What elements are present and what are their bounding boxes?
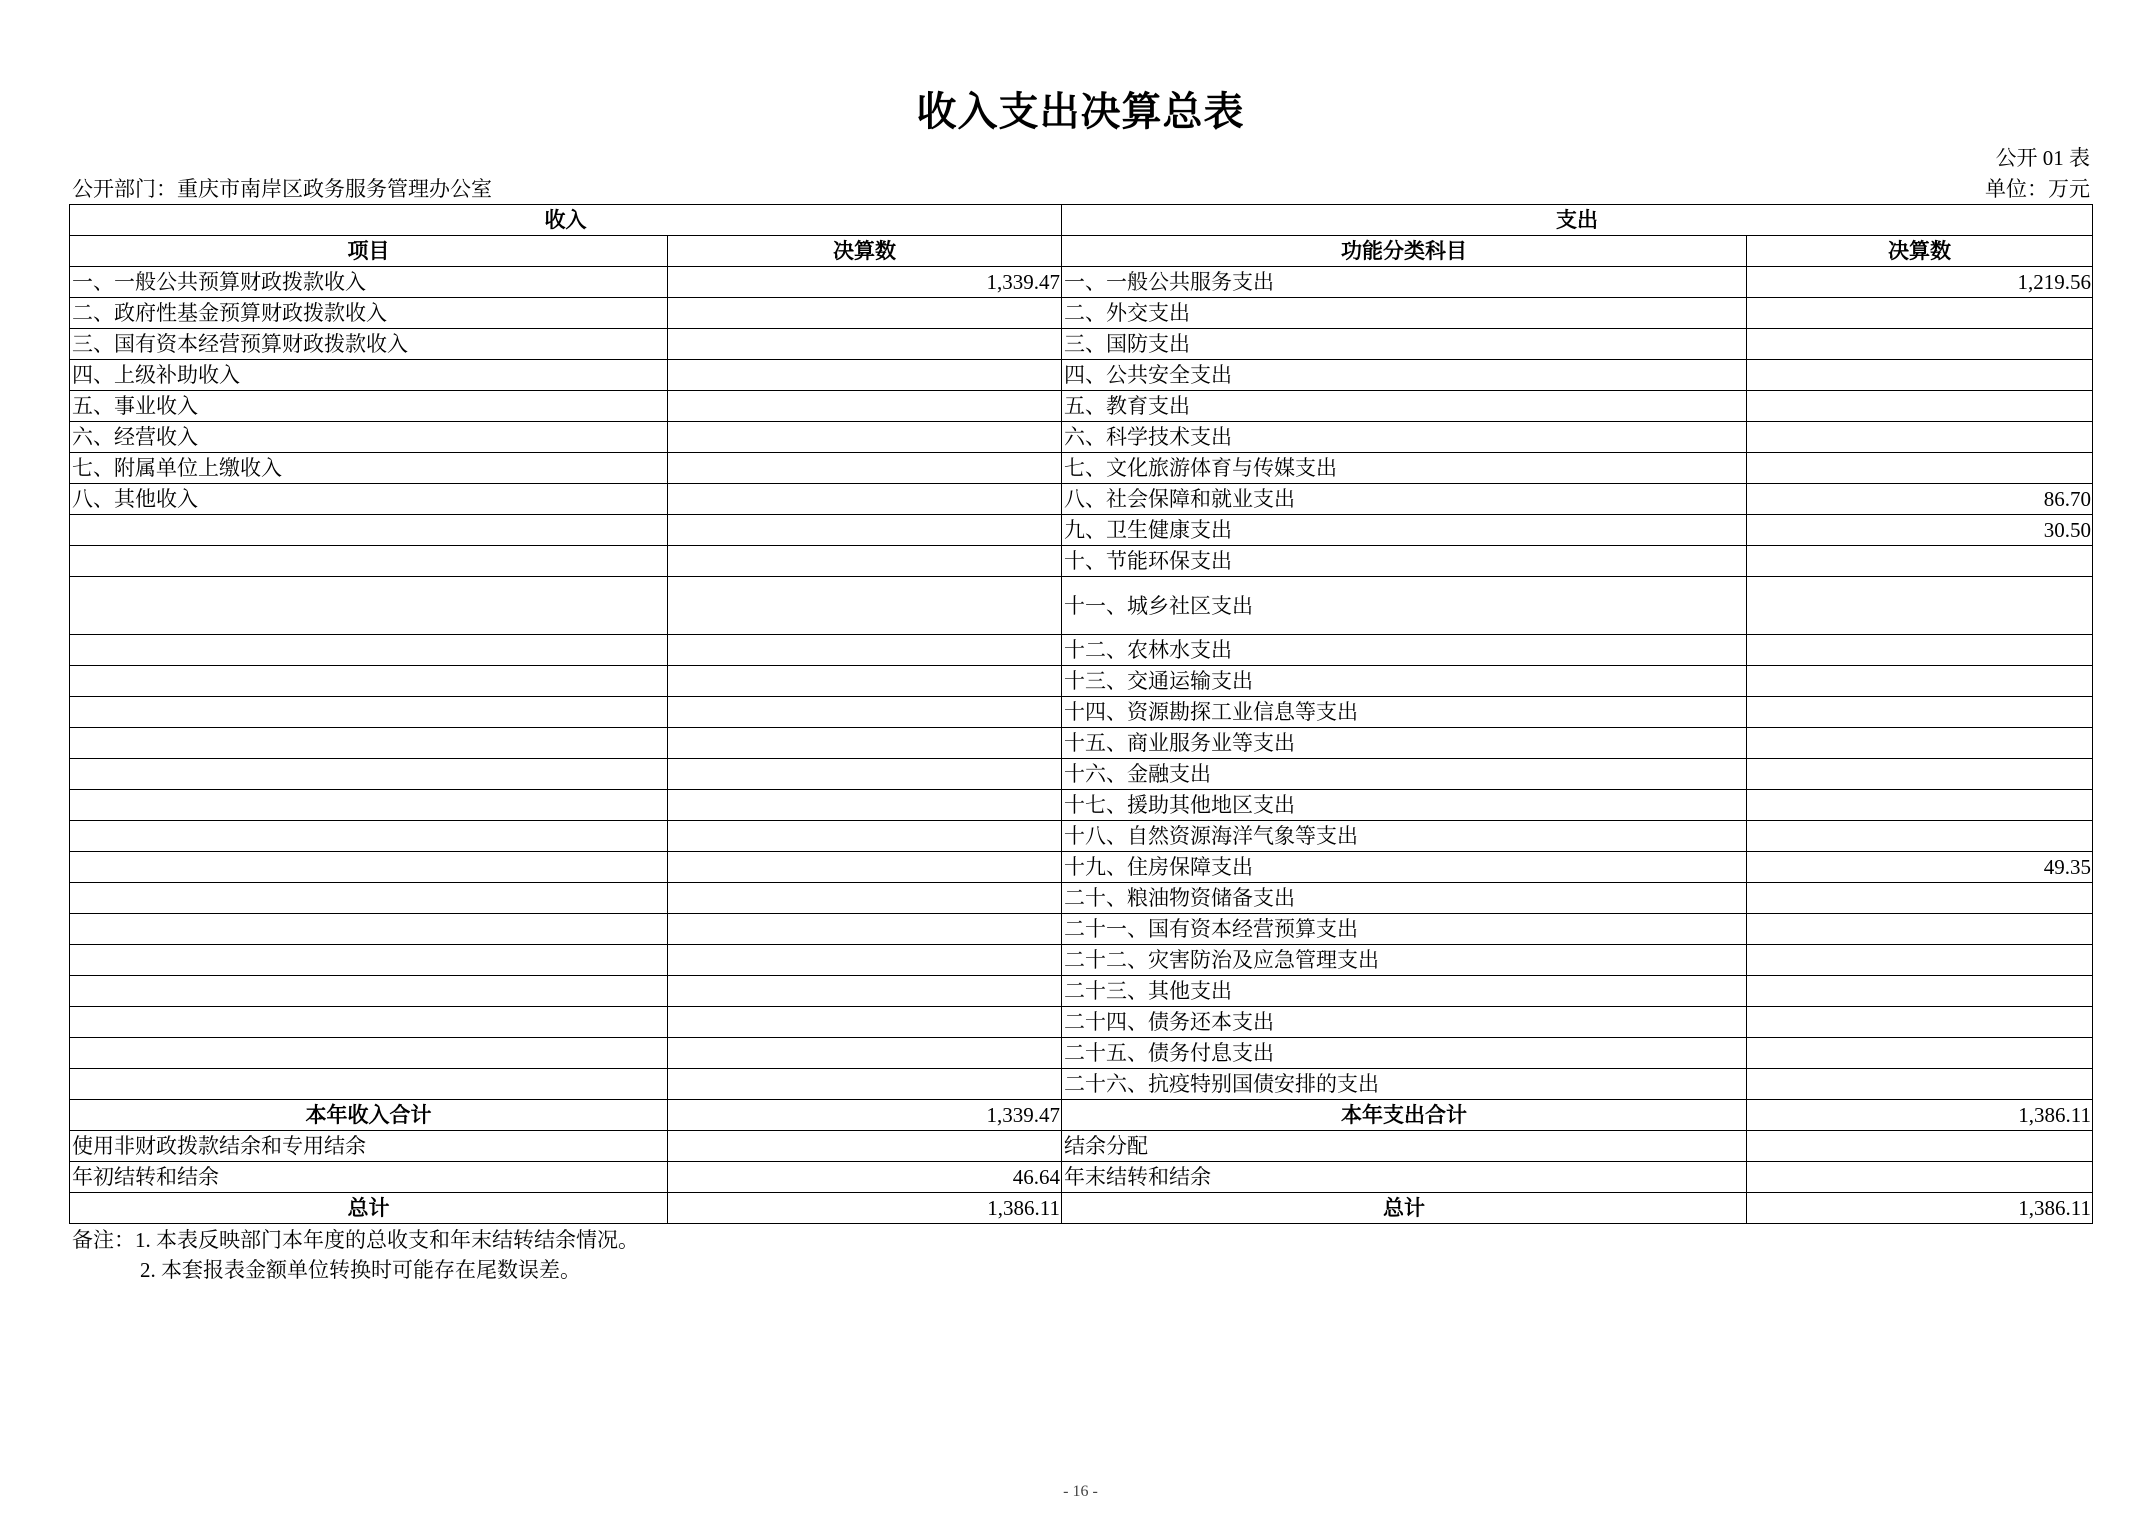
income-amount-cell [668,666,1062,697]
income-amount-cell [668,1007,1062,1038]
income-item-cell [70,666,668,697]
income-amount-cell [668,697,1062,728]
table-row [70,329,2093,360]
income-item-cell: 七、附属单位上缴收入 [70,453,668,484]
income-item-cell [70,546,668,577]
expense-amount-cell [1747,577,2093,635]
income-amount-cell [668,515,1062,546]
income-amount-cell [668,790,1062,821]
income-item-cell [70,914,668,945]
expense-item-cell: 二十六、抗疫特别国债安排的支出 [1062,1069,1747,1100]
income-amount-cell [668,453,1062,484]
table-row [70,697,2093,728]
income-group-header: 收入 [70,205,1062,236]
table-row [70,635,2093,666]
summary-rows [70,1100,2093,1224]
income-item-cell [70,515,668,546]
table-row [70,728,2093,759]
income-amount-cell [668,852,1062,883]
expense-amount-cell [1747,976,2093,1007]
income-expense-table [69,204,2093,1224]
income-item-header: 项目 [70,236,668,267]
table-row [70,267,2093,298]
income-item-cell: 六、经营收入 [70,422,668,453]
income-amount-header: 决算数 [668,236,1062,267]
expense-amount-cell [1747,422,2093,453]
expense-total-label: 本年支出合计 [1062,1100,1747,1131]
income-item-cell [70,1038,668,1069]
income-item-cell [70,883,668,914]
expense-item-cell: 六、科学技术支出 [1062,422,1747,453]
income-amount-cell [668,391,1062,422]
expense-item-cell: 十九、住房保障支出 [1062,852,1747,883]
income-total-amount: 1,339.47 [668,1100,1062,1131]
table-row [70,945,2093,976]
income-amount-cell [668,360,1062,391]
income-item-cell: 二、政府性基金预算财政拨款收入 [70,298,668,329]
expense-group-header: 支出 [1062,205,2093,236]
expense-amount-cell [1747,914,2093,945]
income-grand-total-amount: 1,386.11 [668,1193,1062,1224]
income-item-cell: 一、一般公共预算财政拨款收入 [70,267,668,298]
table-header [70,205,2093,267]
income-amount-cell [668,1131,1062,1162]
income-item-cell [70,635,668,666]
income-amount-cell [668,546,1062,577]
income-item-cell [70,759,668,790]
expense-amount-cell [1747,945,2093,976]
expense-amount-cell [1747,1162,2093,1193]
detail-rows [70,267,2093,1100]
expense-amount-cell [1747,728,2093,759]
income-item-cell: 三、国有资本经营预算财政拨款收入 [70,329,668,360]
income-amount-cell [668,577,1062,635]
expense-item-cell: 一、一般公共服务支出 [1062,267,1747,298]
expense-amount-header: 决算数 [1747,236,2093,267]
income-amount-cell [668,914,1062,945]
expense-total-amount: 1,386.11 [1747,1100,2093,1131]
expense-item-cell: 十六、金融支出 [1062,759,1747,790]
income-grand-total-label: 总计 [70,1193,668,1224]
grand-total-row [70,1193,2093,1224]
expense-amount-cell [1747,666,2093,697]
table-row [70,484,2093,515]
expense-amount-cell: 86.70 [1747,484,2093,515]
income-amount-cell [668,945,1062,976]
table-row [70,422,2093,453]
income-item-cell: 年初结转和结余 [70,1162,668,1193]
income-amount-cell [668,329,1062,360]
table-row [70,1038,2093,1069]
table-row [70,453,2093,484]
expense-item-cell: 二十、粮油物资储备支出 [1062,883,1747,914]
note-2: 2. 本套报表金额单位转换时可能存在尾数误差。 [140,1258,581,1282]
expense-item-cell: 二、外交支出 [1062,298,1747,329]
expense-amount-cell [1747,360,2093,391]
table-row [70,391,2093,422]
expense-item-cell: 十三、交通运输支出 [1062,666,1747,697]
income-item-cell [70,852,668,883]
table-row [70,515,2093,546]
expense-amount-cell [1747,635,2093,666]
income-amount-cell [668,298,1062,329]
table-row [70,577,2093,635]
income-item-cell [70,821,668,852]
expense-grand-total-amount: 1,386.11 [1747,1193,2093,1224]
income-total-label: 本年收入合计 [70,1100,668,1131]
income-item-cell [70,1069,668,1100]
income-amount-cell: 1,339.47 [668,267,1062,298]
page-number: - 16 - [1063,1483,1098,1500]
expense-item-cell: 二十二、灾害防治及应急管理支出 [1062,945,1747,976]
table-row [70,790,2093,821]
expense-item-cell: 十、节能环保支出 [1062,546,1747,577]
unit-label: 单位：万元 [1985,177,2090,201]
expense-item-cell: 三、国防支出 [1062,329,1747,360]
expense-item-header: 功能分类科目 [1062,236,1747,267]
expense-item-cell: 二十三、其他支出 [1062,976,1747,1007]
expense-amount-cell [1747,1007,2093,1038]
group-header-row [70,205,2093,236]
column-header-row [70,236,2093,267]
income-item-cell: 五、事业收入 [70,391,668,422]
income-amount-cell [668,728,1062,759]
expense-item-cell: 二十一、国有资本经营预算支出 [1062,914,1747,945]
balance-row [70,1162,2093,1193]
expense-amount-cell [1747,759,2093,790]
table-row [70,883,2093,914]
income-item-cell: 八、其他收入 [70,484,668,515]
income-amount-cell [668,422,1062,453]
income-amount-cell [668,759,1062,790]
expense-amount-cell [1747,697,2093,728]
table-row [70,759,2093,790]
expense-amount-cell [1747,298,2093,329]
table-row [70,546,2093,577]
expense-amount-cell: 30.50 [1747,515,2093,546]
income-item-cell: 四、上级补助收入 [70,360,668,391]
expense-item-cell: 十一、城乡社区支出 [1062,577,1747,635]
expense-item-cell: 二十五、债务付息支出 [1062,1038,1747,1069]
income-amount-cell [668,635,1062,666]
expense-item-cell: 十五、商业服务业等支出 [1062,728,1747,759]
table-row [70,821,2093,852]
table-row [70,360,2093,391]
expense-grand-total-label: 总计 [1062,1193,1747,1224]
department-label: 公开部门：重庆市南岸区政务服务管理办公室 [72,177,492,201]
expense-amount-cell [1747,329,2093,360]
income-item-cell [70,1007,668,1038]
income-amount-cell: 46.64 [668,1162,1062,1193]
expense-amount-cell [1747,1069,2093,1100]
expense-amount-cell [1747,1038,2093,1069]
table-row [70,914,2093,945]
income-item-cell: 使用非财政拨款结余和专用结余 [70,1131,668,1162]
income-amount-cell [668,821,1062,852]
expense-item-cell: 五、教育支出 [1062,391,1747,422]
expense-amount-cell [1747,883,2093,914]
expense-amount-cell [1747,391,2093,422]
income-item-cell [70,976,668,1007]
table-row [70,298,2093,329]
expense-item-cell: 八、社会保障和就业支出 [1062,484,1747,515]
expense-amount-cell [1747,1131,2093,1162]
income-item-cell [70,945,668,976]
expense-item-cell: 十八、自然资源海洋气象等支出 [1062,821,1747,852]
expense-amount-cell [1747,546,2093,577]
page-title: 收入支出决算总表 [916,89,1245,134]
table-row [70,852,2093,883]
income-item-cell [70,728,668,759]
table-row [70,1069,2093,1100]
expense-amount-cell [1747,821,2093,852]
expense-amount-cell: 49.35 [1747,852,2093,883]
income-item-cell [70,790,668,821]
table-row [70,976,2093,1007]
income-item-cell [70,577,668,635]
balance-row [70,1131,2093,1162]
income-amount-cell [668,976,1062,1007]
income-amount-cell [668,484,1062,515]
expense-item-cell: 十二、农林水支出 [1062,635,1747,666]
expense-item-cell: 结余分配 [1062,1131,1747,1162]
expense-amount-cell [1747,790,2093,821]
income-amount-cell [668,1069,1062,1100]
income-amount-cell [668,883,1062,914]
year-total-row [70,1100,2093,1131]
form-number: 公开 01 表 [1995,146,2090,170]
expense-amount-cell: 1,219.56 [1747,267,2093,298]
expense-item-cell: 四、公共安全支出 [1062,360,1747,391]
income-amount-cell [668,1038,1062,1069]
note-1: 备注：1. 本表反映部门本年度的总收支和年末结转结余情况。 [72,1228,639,1252]
table-row [70,666,2093,697]
expense-amount-cell [1747,453,2093,484]
expense-item-cell: 十四、资源勘探工业信息等支出 [1062,697,1747,728]
expense-item-cell: 年末结转和结余 [1062,1162,1747,1193]
expense-item-cell: 十七、援助其他地区支出 [1062,790,1747,821]
expense-item-cell: 二十四、债务还本支出 [1062,1007,1747,1038]
expense-item-cell: 九、卫生健康支出 [1062,515,1747,546]
table-row [70,1007,2093,1038]
expense-item-cell: 七、文化旅游体育与传媒支出 [1062,453,1747,484]
income-item-cell [70,697,668,728]
